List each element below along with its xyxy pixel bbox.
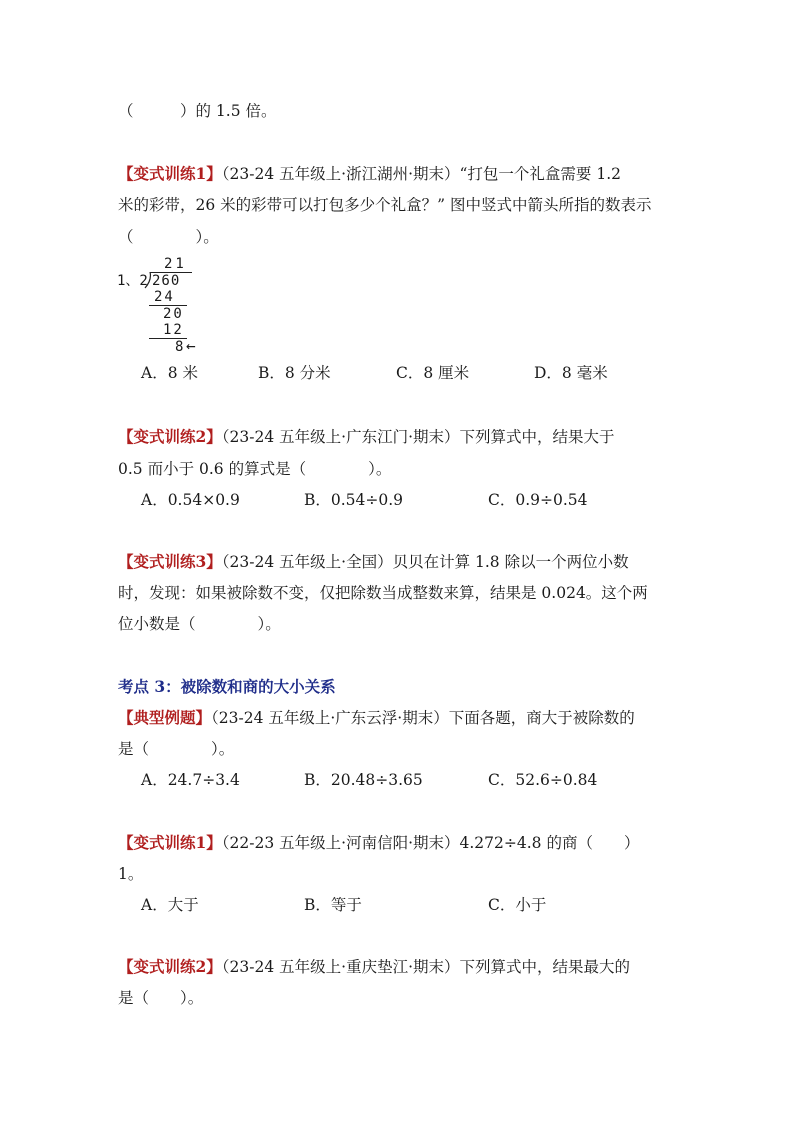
problem-tag: 【典型例题】 (118, 708, 212, 727)
problem-tag: 【变式训练2】 (118, 427, 222, 446)
text-line: 【变式训练1】（22-23 五年级上·河南信阳·期末）4.272÷4.8 的商（ ） (118, 833, 640, 852)
option-b[interactable]: B．20.48÷3.65 (304, 771, 423, 789)
arrow-left-icon: ← (186, 336, 196, 355)
option-a[interactable]: A．24.7÷3.4 (141, 771, 240, 789)
problem-tag: 【变式训练2】 (118, 957, 222, 976)
text-line: 【变式训练2】（23-24 五年级上·重庆垫江·期末）下列算式中，结果最大的 (118, 957, 631, 976)
text-line: 1。 (118, 865, 144, 883)
problem-tag: 【变式训练3】 (118, 552, 222, 571)
division-divisor: 1、2 (117, 273, 148, 289)
option-c[interactable]: C．小于 (488, 896, 547, 914)
text-line: 位小数是（ ）。 (118, 615, 281, 633)
option-b[interactable]: B．等于 (304, 896, 362, 914)
division-step: 24 (154, 289, 175, 305)
text-line: 是（ ）。 (118, 740, 235, 758)
section-heading: 考点 3：被除数和商的大小关系 (118, 677, 336, 696)
division-bracket (144, 272, 152, 289)
division-dividend: 260 (152, 273, 181, 289)
division-step: 20 (163, 306, 184, 322)
text-line: 是（ ）。 (118, 989, 204, 1007)
option-a[interactable]: A．8 米 (141, 364, 198, 382)
option-b[interactable]: B．8 分米 (258, 364, 331, 382)
option-c[interactable]: C．0.9÷0.54 (488, 491, 588, 509)
division-remainder: 8 (175, 339, 184, 355)
option-c[interactable]: C．8 厘米 (396, 364, 470, 382)
text-line: 时，发现：如果被除数不变，仅把除数当成整数来算，结果是 0.024。这个两 (118, 584, 648, 602)
text-line: （ ）的 1.5 倍。 (118, 102, 277, 120)
option-a[interactable]: A．大于 (141, 896, 199, 914)
option-b[interactable]: B．0.54÷0.9 (304, 491, 404, 509)
text-line: 0.5 而小于 0.6 的算式是（ ）。 (118, 460, 392, 478)
text-line: 米的彩带，26 米的彩带可以打包多少个礼盒？” 图中竖式中箭头所指的数表示 (118, 196, 652, 214)
problem-tag: 【变式训练1】 (118, 164, 222, 183)
text-line: （ ）。 (118, 228, 219, 246)
text-line: 【变式训练3】（23-24 五年级上·全国）贝贝在计算 1.8 除以一个两位小数 (118, 552, 629, 571)
text-line: 【典型例题】（23-24 五年级上·广东云浮·期末）下面各题，商大于被除数的 (118, 708, 635, 727)
division-quotient: 21 (164, 256, 187, 272)
problem-tag: 【变式训练1】 (118, 833, 222, 852)
text-line: 【变式训练1】（23-24 五年级上·浙江湖州·期末）“打包一个礼盒需要 1.2 (118, 164, 622, 183)
text-line: 【变式训练2】（23-24 五年级上·广东江门·期末）下列算式中，结果大于 (118, 427, 615, 446)
option-c[interactable]: C．52.6÷0.84 (488, 771, 598, 789)
option-a[interactable]: A．0.54×0.9 (141, 491, 240, 509)
option-d[interactable]: D．8 毫米 (534, 364, 608, 382)
division-step: 12 (163, 322, 184, 338)
